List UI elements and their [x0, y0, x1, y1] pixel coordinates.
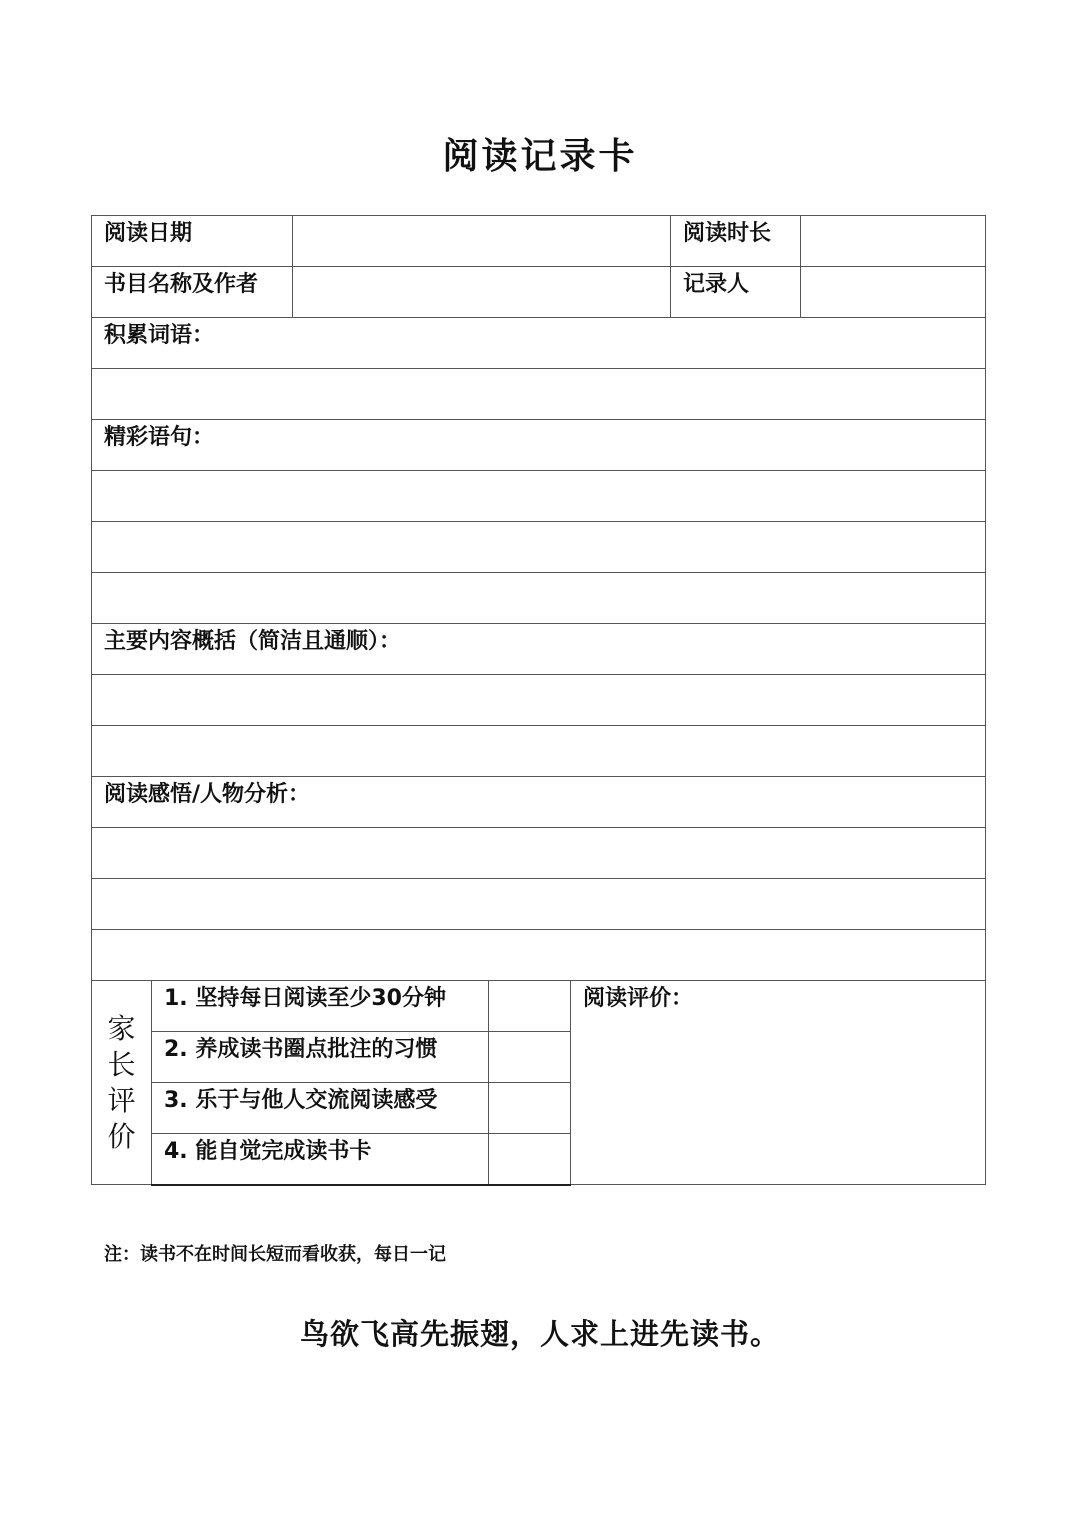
words-line[interactable] [92, 369, 986, 420]
table-row [92, 522, 986, 573]
date-label: 阅读日期 [92, 216, 293, 267]
table-row [92, 726, 986, 777]
reflection-line[interactable] [92, 879, 986, 930]
criterion-item: 1. 坚持每日阅读至少30分钟 [152, 981, 489, 1032]
parent-evaluation-char: 家 [107, 1011, 136, 1045]
date-field[interactable] [293, 216, 671, 267]
summary-label: 主要内容概括（简洁且通顺）： [92, 624, 986, 675]
sentences-line[interactable] [92, 522, 986, 573]
criterion-item: 4. 能自觉完成读书卡 [152, 1134, 489, 1185]
criterion-check-box[interactable] [489, 1032, 571, 1083]
motto: 鸟欲飞高先振翅，人求上进先读书。 [299, 1317, 780, 1351]
table-row [92, 981, 986, 1032]
sentences-label: 精彩语句： [92, 420, 986, 471]
table-row [92, 471, 986, 522]
parent-evaluation-label [92, 981, 152, 1185]
table-row [92, 267, 986, 318]
sentences-line[interactable] [92, 471, 986, 522]
table-row [92, 930, 986, 981]
table-row [92, 216, 986, 267]
reflection-line[interactable] [92, 828, 986, 879]
reading-evaluation-field[interactable] [571, 981, 986, 1185]
table-row [92, 879, 986, 930]
reflection-label: 阅读感悟/人物分析： [92, 777, 986, 828]
summary-line[interactable] [92, 675, 986, 726]
recorder-label: 记录人 [671, 267, 801, 318]
table-row [92, 675, 986, 726]
footnote: 注：读书不在时间长短而看收获，每日一记 [104, 1244, 446, 1265]
parent-evaluation-char: 价 [107, 1119, 136, 1153]
duration-label: 阅读时长 [671, 216, 801, 267]
parent-evaluation-char: 评 [107, 1083, 136, 1117]
recorder-field[interactable] [801, 267, 986, 318]
reading-evaluation-label: 阅读评价： [583, 986, 694, 1011]
criterion-check-box[interactable] [489, 1134, 571, 1185]
criterion-check-box[interactable] [489, 1083, 571, 1134]
table-row [92, 624, 986, 675]
table-row [92, 318, 986, 369]
duration-field[interactable] [801, 216, 986, 267]
reflection-line[interactable] [92, 930, 986, 981]
table-row [92, 573, 986, 624]
summary-line[interactable] [92, 726, 986, 777]
criterion-item: 3. 乐于与他人交流阅读感受 [152, 1083, 489, 1134]
table-row [92, 777, 986, 828]
book-title-author-field[interactable] [293, 267, 671, 318]
reading-record-table [91, 215, 986, 1186]
table-row [92, 828, 986, 879]
book-title-author-label: 书目名称及作者 [92, 267, 293, 318]
sentences-line[interactable] [92, 573, 986, 624]
words-label: 积累词语： [92, 318, 986, 369]
parent-evaluation-char: 长 [107, 1047, 136, 1081]
page-title: 阅读记录卡 [442, 136, 638, 177]
criterion-check-box[interactable] [489, 981, 571, 1032]
table-row [92, 420, 986, 471]
criterion-item: 2. 养成读书圈点批注的习惯 [152, 1032, 489, 1083]
table-row [92, 369, 986, 420]
